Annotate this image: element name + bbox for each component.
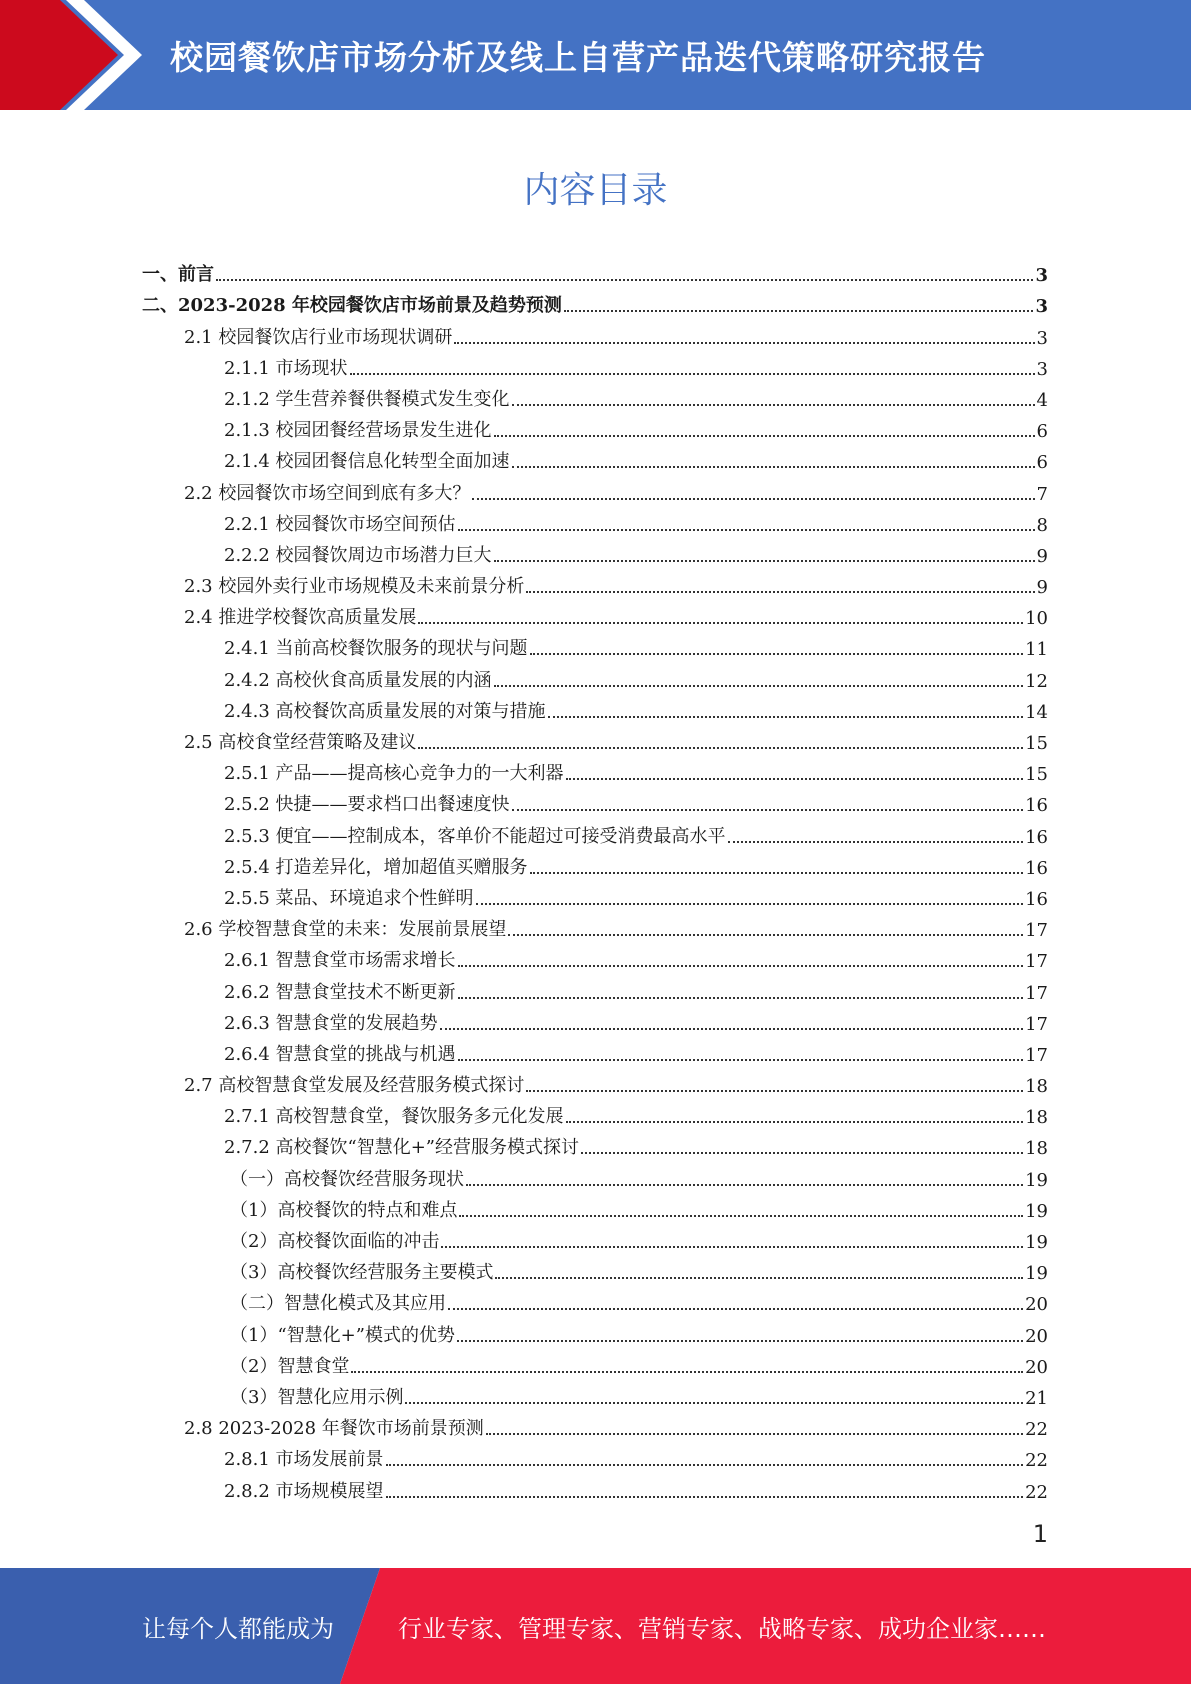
toc-entry[interactable]: [142, 1128, 1048, 1159]
toc-dot-leader: [466, 1184, 1023, 1186]
toc-entry-label: 2.1.2 学生营养餐供餐模式发生变化: [224, 388, 510, 410]
toc-dot-leader: [512, 466, 1035, 468]
toc-dot-leader: [526, 1090, 1023, 1092]
toc-entry-page: 19: [1025, 1200, 1048, 1222]
toc-entry-page: 3: [1035, 296, 1048, 318]
toc-entry-label: （一）高校餐饮经营服务现状: [230, 1168, 464, 1190]
toc-entry[interactable]: [142, 1004, 1048, 1035]
toc-entry-page: 6: [1036, 452, 1048, 474]
toc-dot-leader: [512, 404, 1035, 406]
toc-entry-page: 16: [1025, 857, 1048, 879]
toc-entry[interactable]: [142, 972, 1048, 1003]
toc-dot-leader: [386, 1496, 1024, 1498]
toc-entry[interactable]: [142, 317, 1048, 348]
toc-entry[interactable]: [142, 1471, 1048, 1502]
toc-entry-label: 2.8.2 市场规模展望: [224, 1480, 384, 1502]
toc-entry-label: 2.8.1 市场发展前景: [224, 1449, 384, 1471]
toc-entry[interactable]: [142, 1378, 1048, 1409]
toc-dot-leader: [458, 1059, 1024, 1061]
toc-entry-label: 2.1 校园餐饮店行业市场现状调研: [184, 326, 453, 348]
toc-entry-page: 3: [1036, 358, 1048, 380]
toc-entry[interactable]: [142, 941, 1048, 972]
toc-dot-leader: [448, 1308, 1023, 1310]
toc-dot-leader: [418, 622, 1023, 624]
toc-entry-page: 22: [1025, 1450, 1048, 1472]
toc-dot-leader: [350, 373, 1035, 375]
toc-entry-label: 2.7.2 高校餐饮“智慧化+”经营服务模式探讨: [224, 1137, 580, 1159]
toc-entry-page: 10: [1025, 608, 1048, 630]
toc-entry-label: （2）智慧食堂: [230, 1355, 350, 1377]
toc-entry-label: （2）高校餐饮面临的冲击: [230, 1231, 440, 1252]
toc-entry-page: 4: [1036, 389, 1048, 411]
toc-dot-leader: [728, 841, 1024, 843]
toc-entry-label: 一、前言: [142, 264, 214, 286]
toc-dot-leader: [405, 1402, 1023, 1404]
toc-entry[interactable]: [142, 785, 1048, 816]
toc-entry[interactable]: [142, 1066, 1048, 1097]
toc-entry[interactable]: [142, 567, 1048, 598]
table-of-contents: [142, 255, 1048, 1503]
toc-entry[interactable]: [142, 1097, 1048, 1128]
toc-dot-leader: [581, 1152, 1023, 1154]
toc-dot-leader: [495, 1277, 1023, 1279]
footer-slogan-left: 让每个人都能成为: [142, 1614, 334, 1643]
toc-dot-leader: [441, 1246, 1023, 1248]
toc-entry-label: 2.2.1 校园餐饮市场空间预估: [224, 513, 456, 535]
toc-entry-page: 3: [1036, 327, 1048, 349]
toc-entry-label: 二、2023-2028 年校园餐饮店市场前景及趋势预测: [142, 295, 562, 317]
toc-entry-page: 17: [1025, 1013, 1048, 1035]
toc-entry-label: （1）高校餐饮的特点和难点: [230, 1199, 458, 1221]
toc-dot-leader: [566, 1121, 1024, 1123]
toc-entry-page: 16: [1025, 795, 1048, 817]
toc-dot-leader: [418, 747, 1023, 749]
toc-dot-leader: [530, 872, 1024, 874]
toc-entry-page: 19: [1025, 1169, 1048, 1191]
toc-entry[interactable]: [142, 879, 1048, 910]
toc-entry[interactable]: [142, 816, 1048, 847]
toc-entry-page: 19: [1025, 1263, 1048, 1285]
footer-slogan-right: 行业专家、管理专家、营销专家、战略专家、成功企业家……: [398, 1614, 1046, 1643]
toc-dot-leader: [548, 716, 1024, 718]
toc-entry-page: 17: [1025, 951, 1048, 973]
toc-entry-label: 2.5.2 快捷——要求档口出餐速度快: [224, 794, 510, 816]
toc-entry-page: 16: [1025, 826, 1048, 848]
toc-entry[interactable]: [142, 473, 1048, 504]
toc-entry-label: 2.6.2 智慧食堂技术不断更新: [224, 981, 456, 1003]
toc-entry-label: 2.6.1 智慧食堂市场需求增长: [224, 950, 456, 972]
toc-dot-leader: [508, 934, 1023, 936]
toc-entry-label: 2.5.5 菜品、环境追求个性鲜明: [224, 887, 474, 909]
toc-dot-leader: [494, 435, 1035, 437]
toc-entry[interactable]: [142, 692, 1048, 723]
toc-entry[interactable]: [142, 1253, 1048, 1284]
toc-heading: 内容目录: [523, 170, 668, 211]
toc-entry[interactable]: [142, 505, 1048, 536]
toc-entry-label: 2.7.1 高校智慧食堂，餐饮服务多元化发展: [224, 1106, 564, 1128]
page-footer: [0, 1568, 1191, 1684]
toc-dot-leader: [566, 778, 1024, 780]
toc-entry[interactable]: [142, 1222, 1048, 1253]
toc-entry-label: 2.5.1 产品——提高核心竞争力的一大利器: [224, 763, 564, 785]
toc-entry-label: 2.3 校园外卖行业市场规模及未来前景分析: [184, 576, 525, 598]
toc-entry-label: 2.5.4 打造差异化，增加超值买赠服务: [224, 856, 528, 878]
toc-entry-label: 2.6.3 智慧食堂的发展趋势: [224, 1012, 438, 1034]
toc-entry-page: 19: [1025, 1232, 1048, 1253]
toc-entry-page: 15: [1025, 733, 1048, 754]
toc-entry-label: （3）智慧化应用示例: [230, 1386, 404, 1408]
toc-entry-page: 16: [1025, 888, 1048, 910]
toc-entry-page: 7: [1036, 483, 1048, 505]
toc-entry-page: 18: [1025, 1107, 1048, 1129]
toc-entry[interactable]: [142, 1035, 1048, 1066]
toc-entry-page: 18: [1025, 1138, 1048, 1160]
toc-entry-label: 2.4.2 高校伙食高质量发展的内涵: [224, 669, 492, 691]
toc-entry-label: 2.2.2 校园餐饮周边市场潜力巨大: [224, 544, 492, 566]
toc-entry-page: 17: [1025, 920, 1048, 942]
toc-entry[interactable]: [142, 255, 1048, 286]
toc-entry-label: （3）高校餐饮经营服务主要模式: [230, 1262, 494, 1284]
toc-entry-page: 3: [1035, 265, 1048, 287]
toc-entry-page: 9: [1036, 545, 1048, 567]
toc-entry-page: 22: [1025, 1481, 1048, 1503]
toc-entry-page: 8: [1036, 514, 1048, 536]
toc-dot-leader: [494, 560, 1035, 562]
toc-dot-leader: [457, 1340, 1023, 1342]
toc-entry[interactable]: [142, 1159, 1048, 1190]
toc-dot-leader: [440, 1028, 1024, 1030]
page-number: 1: [1032, 1520, 1048, 1548]
toc-dot-leader: [458, 965, 1024, 967]
page-header: [0, 0, 1191, 110]
toc-entry[interactable]: [142, 660, 1048, 691]
toc-entry[interactable]: [142, 380, 1048, 411]
toc-entry-page: 15: [1025, 764, 1048, 786]
toc-entry[interactable]: [142, 598, 1048, 629]
toc-entry[interactable]: [142, 723, 1048, 754]
toc-entry[interactable]: [142, 848, 1048, 879]
toc-entry[interactable]: [142, 349, 1048, 380]
toc-entry[interactable]: [142, 442, 1048, 473]
toc-dot-leader: [526, 591, 1034, 593]
toc-entry-page: 11: [1025, 639, 1048, 661]
toc-entry-label: 2.5 高校食堂经营策略及建议: [184, 732, 417, 753]
toc-entry-label: 2.4.3 高校餐饮高质量发展的对策与措施: [224, 700, 546, 722]
toc-entry-page: 20: [1025, 1294, 1048, 1316]
toc-entry-page: 6: [1036, 421, 1048, 443]
toc-entry-label: 2.7 高校智慧食堂发展及经营服务模式探讨: [184, 1075, 525, 1097]
toc-dot-leader: [458, 529, 1035, 531]
toc-dot-leader: [216, 279, 1033, 281]
toc-dot-leader: [472, 498, 1034, 500]
toc-entry[interactable]: [142, 286, 1048, 317]
toc-entry[interactable]: [142, 629, 1048, 660]
toc-entry-page: 20: [1025, 1325, 1048, 1347]
toc-entry[interactable]: [142, 1191, 1048, 1222]
toc-dot-leader: [564, 310, 1034, 312]
toc-entry-label: 2.1.1 市场现状: [224, 357, 348, 379]
toc-entry[interactable]: [142, 1284, 1048, 1315]
toc-entry-label: 2.4.1 当前高校餐饮服务的现状与问题: [224, 638, 528, 660]
toc-entry[interactable]: [142, 754, 1048, 785]
toc-dot-leader: [486, 1433, 1023, 1435]
report-title: 校园餐饮店市场分析及线上自营产品迭代策略研究报告: [170, 37, 986, 77]
toc-entry-page: 20: [1025, 1356, 1048, 1378]
toc-entry-label: 2.1.3 校园团餐经营场景发生进化: [224, 420, 492, 442]
toc-entry-page: 17: [1025, 1044, 1048, 1066]
toc-entry-page: 22: [1025, 1419, 1048, 1441]
toc-entry-page: 21: [1025, 1387, 1048, 1409]
toc-entry-label: （1）“智慧化+”模式的优势: [230, 1324, 455, 1346]
toc-entry-label: 2.8 2023-2028 年餐饮市场前景预测: [184, 1418, 484, 1440]
toc-dot-leader: [512, 809, 1024, 811]
toc-entry-page: 14: [1025, 701, 1048, 723]
toc-entry-label: （二）智慧化模式及其应用: [230, 1293, 446, 1315]
toc-entry-label: 2.6 学校智慧食堂的未来：发展前景展望: [184, 919, 507, 941]
toc-entry-label: 2.5.3 便宜——控制成本，客单价不能超过可接受消费最高水平: [224, 825, 726, 847]
toc-dot-leader: [351, 1371, 1023, 1373]
toc-entry-page: 18: [1025, 1076, 1048, 1098]
toc-dot-leader: [530, 653, 1024, 655]
toc-entry-page: 9: [1036, 577, 1048, 599]
toc-entry-page: 17: [1025, 982, 1048, 1004]
toc-entry[interactable]: [142, 910, 1048, 941]
toc-entry-page: 12: [1025, 670, 1048, 692]
toc-entry[interactable]: [142, 411, 1048, 442]
toc-dot-leader: [454, 342, 1034, 344]
toc-entry[interactable]: [142, 536, 1048, 567]
toc-entry-label: 2.4 推进学校餐饮高质量发展: [184, 607, 417, 629]
toc-entry[interactable]: [142, 1315, 1048, 1346]
toc-dot-leader: [386, 1464, 1024, 1466]
toc-dot-leader: [494, 685, 1024, 687]
toc-entry-label: 2.1.4 校园团餐信息化转型全面加速: [224, 451, 510, 473]
toc-dot-leader: [459, 1215, 1023, 1217]
toc-entry-label: 2.2 校园餐饮市场空间到底有多大？: [184, 482, 471, 504]
toc-dot-leader: [476, 903, 1024, 905]
toc-dot-leader: [458, 997, 1024, 999]
toc-entry[interactable]: [142, 1440, 1048, 1471]
toc-entry[interactable]: [142, 1347, 1048, 1378]
toc-entry[interactable]: [142, 1409, 1048, 1440]
toc-entry-label: 2.6.4 智慧食堂的挑战与机遇: [224, 1043, 456, 1065]
